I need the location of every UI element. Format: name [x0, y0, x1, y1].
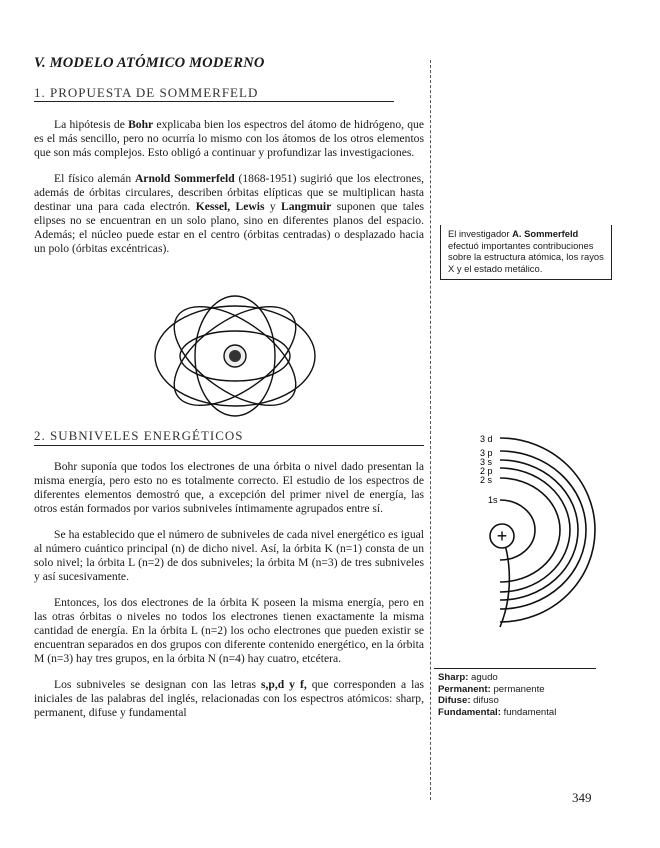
level-label-2s: 2 s — [480, 475, 493, 485]
legend-item: Sharp: agudo — [438, 672, 498, 683]
paragraph: Se ha establecido que el número de subniveles de cada nivel energético es igual al número cuántico principal (n) de dicho nivel. Así, la órbita K (n=1) consta de un solo nivel; la órbita L (n=2) de dos subniveles; la órbita M (n=3) de tres subniveles y así sucesivamente. — [34, 528, 424, 583]
level-label-3s: 3 s — [480, 457, 493, 467]
nucleus-core — [229, 350, 241, 362]
sommerfeld-orbits-diagram — [150, 292, 320, 422]
sidebar-note: El investigador A. Sommerfeld efectuó importantes contribuciones sobre la estructura atómica, los rayos X y el estado metálico. — [440, 225, 612, 280]
section-heading-sommerfeld: 1. PROPUESTA DE SOMMERFELD — [34, 85, 259, 100]
paragraph: Entonces, los dos electrones de la órbita K poseen la misma energía, pero en las otras órbitas o niveles no todos los electrones tienen exactamente la misma cantidad de energía. En la órbita L (n=2) los ocho electrones que pueden existir se encuentran separados en dos grupos con diferente contenido energético, en la órbita M (n=3) hay tres grupos, en la órbita N (n=4) hay cuatro, etcétera. — [34, 596, 424, 665]
paragraph: Los subniveles se designan con las letras s,p,d y f, que corresponden a las iniciales de las palabras del inglés, relacionadas con los espectros atómicos: sharp, permanent, difuse y fundamental — [34, 678, 424, 719]
section-rule — [34, 445, 424, 446]
nucleus-plus-sign: + — [496, 526, 508, 546]
orbit-arc — [500, 438, 595, 622]
section-rule — [34, 101, 394, 102]
subshell-legend — [438, 672, 596, 718]
paragraph: La hipótesis de Bohr explicaba bien los espectros del átomo de hidrógeno, que es el más sencillo, pero no ocurría lo mismo con los átomos de los otros elementos que son más complejos. Esto obligó a continuar y profundizar las investigaciones. — [34, 118, 424, 159]
margin-divider — [430, 60, 431, 800]
legend-item: Permanent: permanente — [438, 683, 545, 695]
legend-rule — [434, 668, 596, 669]
level-label-3d: 3 d — [480, 434, 493, 444]
sublevel-diagram — [480, 430, 600, 640]
level-label-1s: 1s — [488, 495, 498, 505]
level-label-3p: 3 p — [480, 448, 493, 458]
level-label-2p: 2 p — [480, 466, 493, 476]
legend-item: Difuse: difuso — [438, 695, 499, 707]
page-number: 349 — [572, 790, 592, 805]
paragraph: Bohr suponía que todos los electrones de una órbita o nivel dado presentan la misma energía, pero esto no es totalmente correcto. El estudio de los espectros de diferentes elementos demostró que, a excepción del primer nivel de energía, las otros están formados por varios subniveles íntimamente agrupados entre sí. — [34, 460, 424, 515]
page-title: V. MODELO ATÓMICO MODERNO — [34, 55, 265, 71]
section2-body — [34, 460, 424, 720]
legend-item: Fundamental: fundamental — [438, 706, 557, 718]
section-heading-subniveles: 2. SUBNIVELES ENERGÉTICOS — [34, 428, 244, 443]
paragraph: El físico alemán Arnold Sommerfeld (1868-1951) sugirió que los electrones, además de órbitas circulares, describen órbitas elípticas que se multiplican hasta destinar una para cada electrón. Kessel, Lewis y Langmuir suponen que tales elipses no se encuentran en un solo plano, sino en diferentes planos del espacio. Además; el núcleo puede estar en el centro (órbitas centradas) o desplazado hacia un polo (órbitas excéntricas). — [34, 172, 425, 255]
section1-body — [34, 118, 424, 256]
